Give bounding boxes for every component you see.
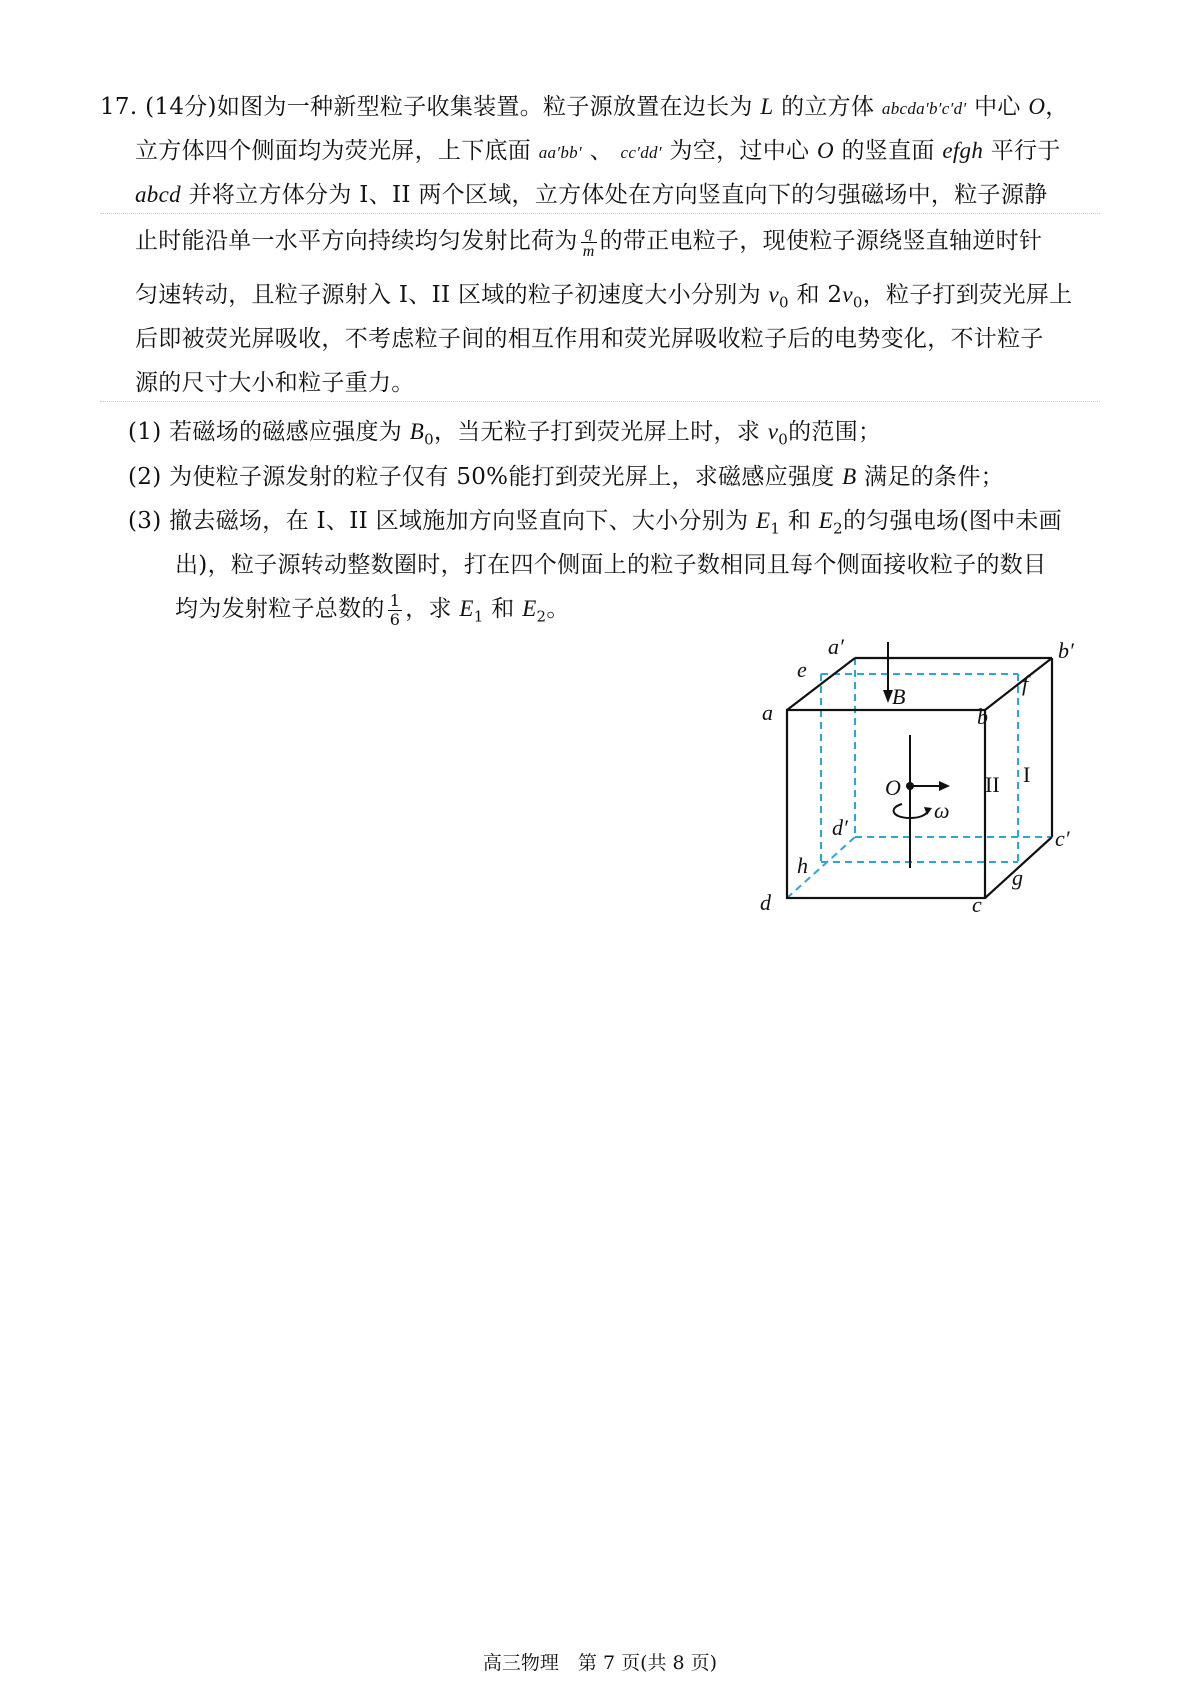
question-3: (3) 撤去磁场，在 I、II 区域施加方向竖直向下、大小分别为 $E_1$ 和 $E_2$的匀强电场(图中未画	[128, 508, 1062, 538]
fraction-q-over-m: $\frac{q}{m}$	[582, 223, 595, 260]
label-a-prime: a′	[828, 634, 844, 659]
page-footer: 高三物理 第 7 页(共 8 页)	[482, 1652, 718, 1674]
label-region-1: I	[1023, 762, 1031, 787]
label-d-prime: d′	[832, 815, 848, 840]
label-b-prime: b′	[1058, 638, 1074, 663]
label-c: c	[972, 892, 982, 917]
problem-score: (14分)	[145, 94, 217, 120]
source-point-o	[906, 782, 914, 790]
label-omega: ω	[934, 798, 950, 823]
label-field-b: B	[892, 684, 906, 709]
label-g: g	[1012, 865, 1023, 890]
question-1: (1) 若磁场的磁感应强度为 $B_0$，当无粒子打到荧光屏上时，求 $v_0$的范围；	[128, 419, 882, 449]
front-face-abcd	[787, 710, 985, 898]
label-a: a	[762, 700, 773, 725]
label-f: f	[1022, 671, 1029, 696]
label-b: b	[977, 704, 988, 729]
label-h: h	[797, 853, 808, 878]
label-c-prime: c′	[1055, 826, 1070, 851]
question-2: (2) 为使粒子源发射的粒子仅有 50%能打到荧光屏上，求磁感应强度 B 满足的条件；	[128, 464, 1004, 490]
problem-line-2: 立方体四个侧面均为荧光屏，上下底面 aa′bb′ 、 cc′dd′ 为空，过中心 O 的竖直面 efgh 平行于	[135, 138, 1061, 164]
question-3-line-3: 均为发射粒子总数的 $\frac{1}{6}$ ，求 $E_1$ 和 $E_2$。	[175, 590, 570, 629]
problem-line-7: 源的尺寸大小和粒子重力。	[135, 370, 415, 396]
label-region-2: II	[985, 772, 1000, 797]
problem-number: 17.	[100, 94, 138, 120]
question-3-line-2: 出)，粒子源转动整数圈时，打在四个侧面上的粒子数相同且每个侧面接收粒子的数目	[175, 552, 1047, 578]
emission-arrowhead	[939, 781, 950, 791]
problem-line-1: 17. (14分)如图为一种新型粒子收集装置。粒子源放置在边长为 L 的立方体 abcda′b′c′d′ 中心 O，	[100, 94, 1069, 120]
problem-line-3: abcd 并将立方体分为 I、II 两个区域，立方体处在方向竖直向下的匀强磁场中，粒子源静	[135, 182, 1048, 208]
problem-line-6: 后即被荧光屏吸收，不考虑粒子间的相互作用和荧光屏吸收粒子后的电势变化，不计粒子	[135, 326, 1044, 352]
label-o: O	[885, 775, 901, 800]
label-e: e	[797, 657, 807, 682]
label-d: d	[760, 890, 771, 915]
problem-line-4: 止时能沿单一水平方向持续均匀发射比荷为 $\frac{q}{m}$ 的带正电粒子，现使粒子源绕竖直轴逆时针	[135, 223, 1043, 260]
fraction-one-sixth: $\frac{1}{6}$	[389, 590, 401, 629]
problem-line-5: 匀速转动，且粒子源射入 I、II 区域的粒子初速度大小分别为 $v_0$ 和 $2v_0$，粒子打到荧光屏上	[135, 282, 1073, 312]
